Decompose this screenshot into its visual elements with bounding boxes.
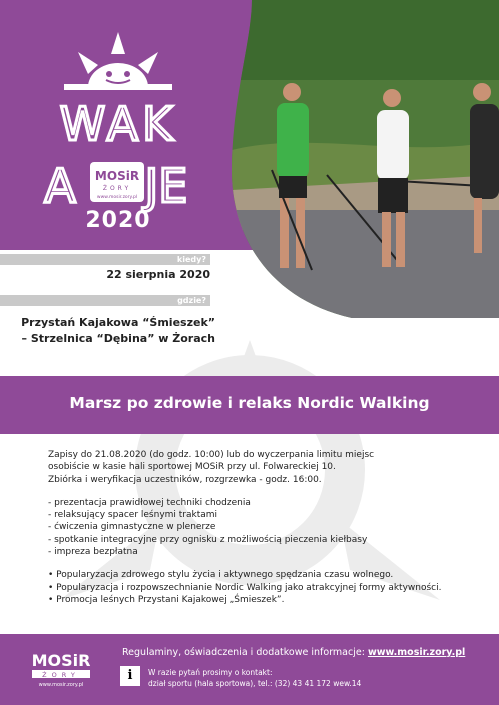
- location-line2: – Strzelnica “Dębina” w Żorach: [21, 332, 215, 345]
- intro-line: osobiście w kasie hali sportowej MOSiR przy ul. Folwareckiej 10.: [48, 462, 336, 473]
- sun-icon: [64, 32, 172, 90]
- program-item: - spotkanie integracyjne przy ognisku z możliwością pieczenia kiełbasy: [48, 534, 368, 545]
- rules-link[interactable]: www.mosir.zory.pl: [367, 647, 466, 658]
- rules-info: [122, 647, 465, 658]
- intro-line: Zapisy do 21.08.2020 (do godz. 10:00) lub do wyczerpania limitu miejsc: [48, 450, 375, 460]
- location-line1: Przystań Kajakowa “Śmieszek”: [21, 316, 215, 329]
- program-item: - prezentacja prawidłowej techniki chodzenia: [48, 497, 251, 508]
- event-description: [48, 449, 478, 606]
- rules-text: Regulaminy, oświadczenia i dodatkowe informacje:: [122, 647, 365, 658]
- goal-item: • Popularyzacja zdrowego stylu życia i aktywnego spędzania czasu wolnego.: [48, 570, 394, 581]
- where-label: gdzie?: [177, 296, 206, 305]
- goal-item: • Popularyzacja i rozpowszechnianie Nordic Walking jako atrakcyjnej formy aktywności.: [48, 582, 442, 593]
- headline: Marsz po zdrowie i relaks Nordic Walking: [69, 394, 430, 412]
- when-label: kiedy?: [176, 255, 206, 264]
- info-icon: i: [120, 666, 140, 686]
- program-item: - relaksujący spacer leśnymi traktami: [48, 510, 218, 521]
- logo-word-line1: WAK: [59, 97, 177, 151]
- badge-url: www.mosir.zory.pl: [96, 195, 138, 200]
- where-label-bar: [0, 295, 210, 306]
- footer-brand: MOSiR: [31, 651, 91, 670]
- mosir-footer-logo: [26, 650, 96, 690]
- badge-brand: MOSiR: [94, 169, 140, 183]
- intro-line: Zbiórka i weryfikacja uczestników, rozgrzewka - godz. 16:00.: [48, 474, 322, 485]
- logo-word-line2b: JE: [144, 159, 188, 213]
- program-item: - impreza bezpłatna: [48, 547, 138, 558]
- when-label-bar: [0, 254, 210, 265]
- contact-line1: W razie pytań prosimy o kontakt:: [148, 668, 273, 677]
- year: 2020: [85, 208, 151, 233]
- contact-line2: dział sportu (hala sportowa), tel.: (32) 43 41 172 wew.14: [148, 679, 362, 688]
- badge-city: ŻORY: [102, 185, 132, 192]
- footer: [0, 634, 499, 705]
- event-date: 22 sierpnia 2020: [106, 268, 210, 281]
- logo-word-line2a: A: [44, 159, 76, 213]
- footer-city: ŻORY: [42, 671, 80, 679]
- headline-band: [0, 376, 499, 434]
- goal-item: • Promocja leśnych Przystani Kajakowej „Śmieszek”.: [48, 594, 285, 605]
- footer-url-small: www.mosir.zory.pl: [38, 682, 84, 688]
- program-item: - ćwiczenia gimnastyczne w plenerze: [48, 522, 216, 533]
- nordic-walking-photo: [232, 0, 499, 318]
